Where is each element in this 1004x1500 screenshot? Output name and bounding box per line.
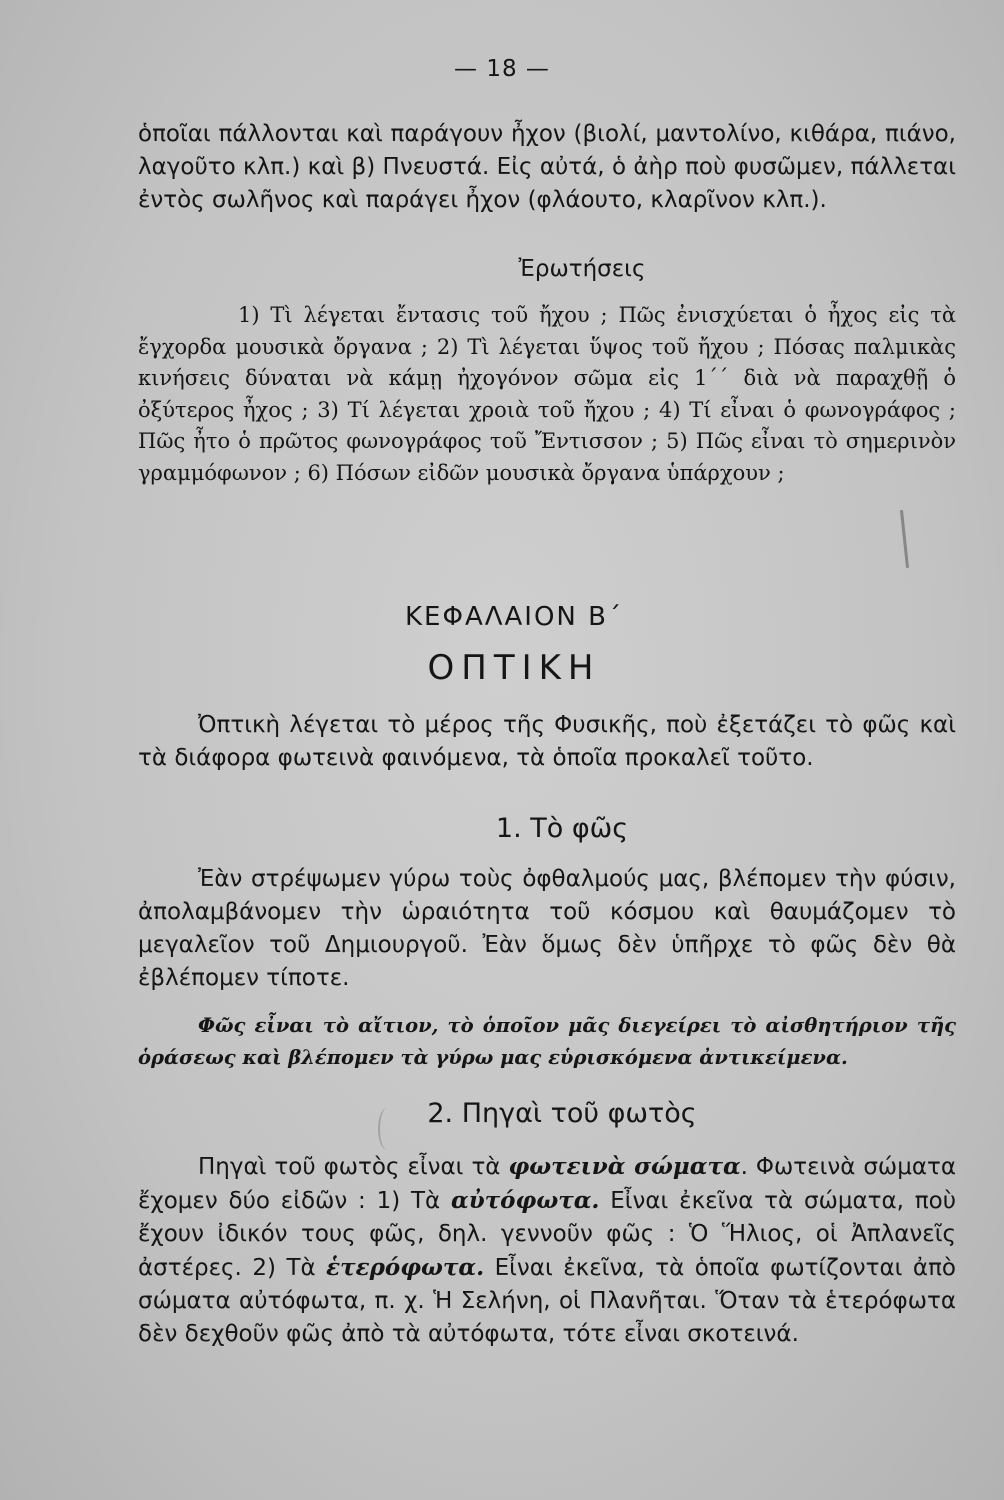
page-number: — 18 — <box>454 56 550 82</box>
optics-definition <box>138 709 956 775</box>
section2-part3: Εἶναι ἐκεῖνα τὰ σώματα, ποὺ ἔχουν ἰδικόν τους φῶς, δηλ. γεννοῦν φῶς : Ὁ Ἥλιος, οἱ Ἀπλανεῖς ἀστέρες. 2) Τὰ <box>138 1188 957 1281</box>
questions-text <box>138 300 956 489</box>
section1-heading: 1. Τὸ φῶς <box>495 813 629 844</box>
section2-part2: . Φωτεινὰ σώματα ἔχομεν δύο εἰδῶν : 1) Τὰ <box>138 1154 956 1214</box>
optics-definition-text: Ὀπτικὴ λέγεται τὸ μέρος τῆς Φυσικῆς, ποὺ ἐξετάζει τὸ φῶς καὶ τὰ διάφορα φωτεινὰ φαινόμενα, τὰ ὁποῖα προκαλεῖ τοῦτο. <box>138 712 956 771</box>
section2-luminous-bodies: φωτεινὰ σώματα <box>508 1153 741 1180</box>
light-definition-text: Φῶς εἶναι τὸ αἴτιον, τὸ ὁποῖον μᾶς διεγείρει τὸ αἰσθητήριον τῆς ὁράσεως καὶ βλέπομεν τὰ γύρω μας εὑρισκόμενα ἀντικείμενα. <box>138 1014 956 1069</box>
chapter-title: ΟΠΤΙΚΗ <box>427 648 601 688</box>
section2-part1: Πηγαὶ τοῦ φωτὸς εἶναι τὰ <box>198 1154 509 1180</box>
ink-mark <box>900 510 909 568</box>
intro-paragraph: ὁποῖαι πάλλονται καὶ παράγουν ἦχον (βιολί, μαντολίνο, κιθάρα, πιάνο, λαγοῦτο κλπ.) καὶ β) Πνευστά. Εἰς αὐτά, ὁ ἀὴρ ποὺ φυσῶμεν, πάλλεται ἐντὸς σωλῆνος καὶ παράγει ἦχον (φλάουτο, κλαρῖνον κλπ.). <box>138 121 956 213</box>
questions-body: 1) Τὶ λέγεται ἔντασις τοῦ ἤχου ; Πῶς ἐνισχύεται ὁ ἦχος εἰς τὰ ἔγχορδα μουσικὰ ὄργανα ; 2) Τὶ λέγεται ὕψος τοῦ ἤχου ; Πόσας παλμικὰς κινήσεις δύναται νὰ κάμῃ ἠχογόνον σῶμα εἰς 1΄΄ διὰ νὰ παραχθῇ ὁ ὀξύτερος ἦχος ; 3) Τί λέγεται χροιὰ τοῦ ἤχου ; 4) Τί εἶναι ὁ φωνογράφος ; Πῶς ἦτο ὁ πρῶτος φωνογράφος τοῦ Ἔντισσον ; 5) Πῶς εἶναι τὸ σημερινὸν γραμμόφωνον ; 6) Πόσων εἰδῶν μουσικὰ ὄργανα ὑπάρχουν ; <box>138 303 956 485</box>
chapter-heading: ΚΕΦΑΛΑΙΟΝ Β΄ <box>405 602 623 632</box>
section2-text <box>138 1150 956 1351</box>
section2-heading: 2. Πηγαὶ τοῦ φωτὸς <box>427 1098 697 1129</box>
light-definition <box>138 1010 956 1074</box>
questions-heading: Ἐρωτήσεις <box>518 256 646 282</box>
section1-text <box>138 863 956 995</box>
section2-non-luminous: ἑτερόφωτα. <box>326 1254 485 1281</box>
section2-part4: Εἶναι ἐκεῖνα, τὰ ὁποῖα φωτίζονται ἀπὸ σώματα αὐτόφωτα, π. χ. Ἡ Σελήνη, οἱ Πλανῆται. Ὅταν τὰ ἑτερόφωτα δὲν δεχθοῦν φῶς ἀπὸ τὰ αὐτόφωτα, τότε εἶναι σκοτεινά. <box>138 1255 956 1347</box>
section2-self-luminous: αὐτόφωτα. <box>451 1187 600 1214</box>
section1-body: Ἐὰν στρέψωμεν γύρω τοὺς ὀφθαλμούς μας, βλέπομεν τὴν φύσιν, ἀπολαμβάνομεν τὴν ὡραιότητα τοῦ κόσμου καὶ θαυμάζομεν τὸ μεγαλεῖον τοῦ Δημιουργοῦ. Ἐὰν ὅμως δὲν ὑπῆρχε τὸ φῶς δὲν θὰ ἐβλέπομεν τίποτε. <box>138 866 956 991</box>
